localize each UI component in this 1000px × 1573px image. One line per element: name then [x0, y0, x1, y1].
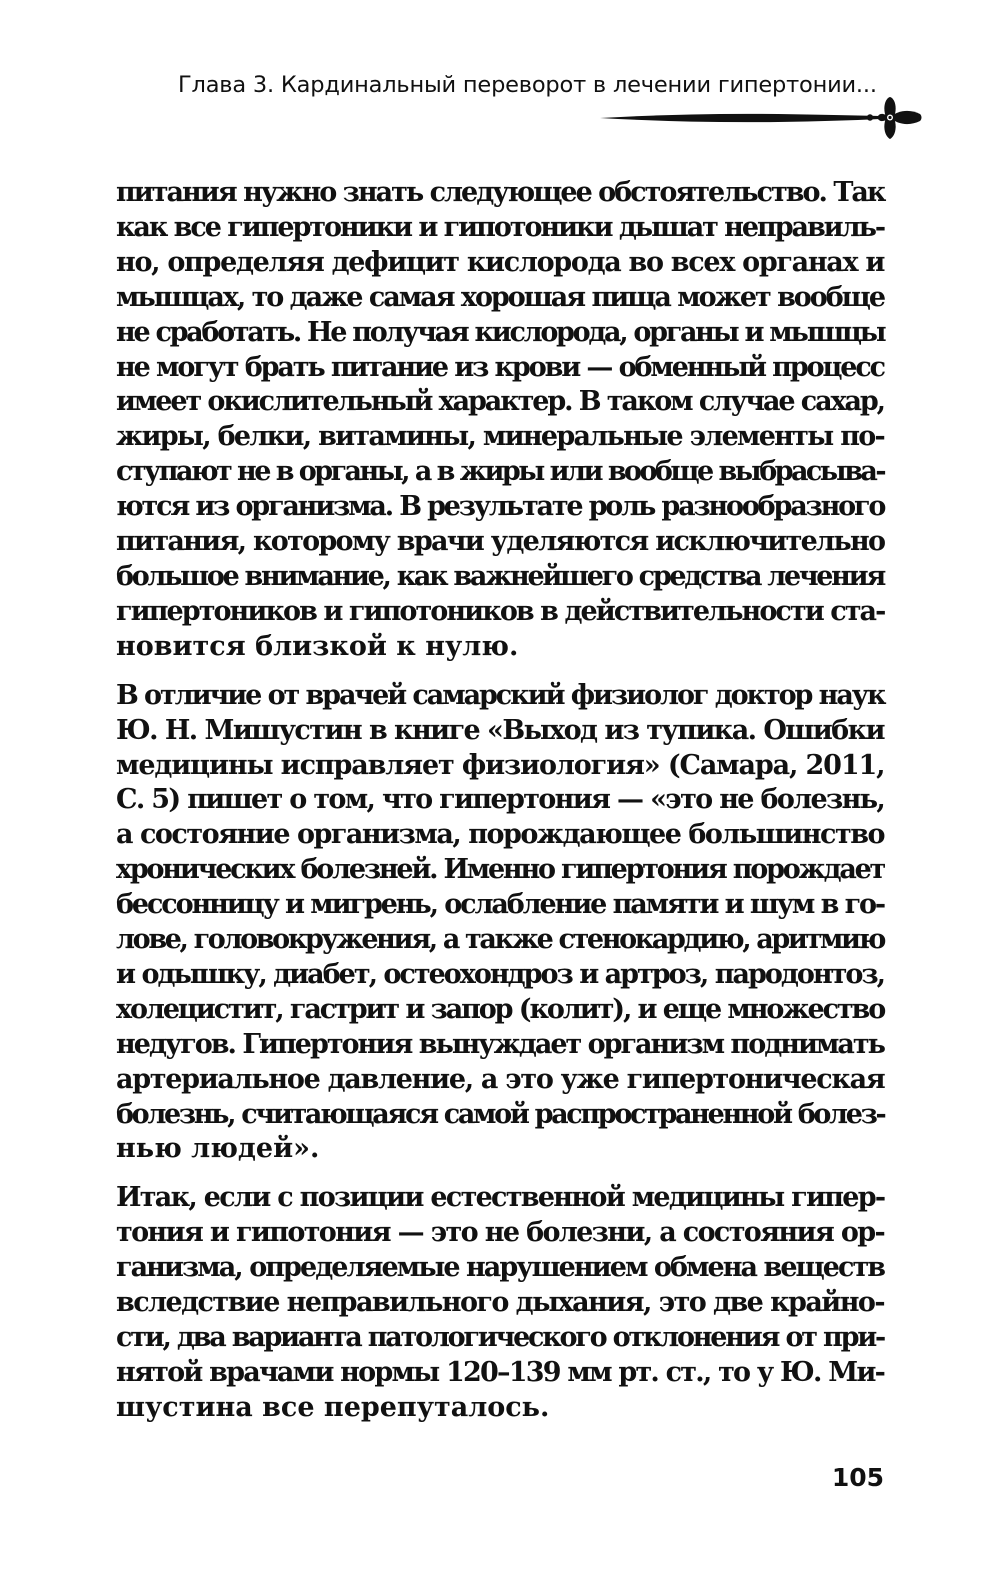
running-head-title: Глава 3. Кардинальный переворот в лечении гипертонии... — [178, 72, 877, 98]
text-line: большое внимание, как важнейшего средства лечения — [116, 560, 884, 592]
text-line: лове, головокружения, а также стенокардию, аритмию — [116, 924, 885, 956]
text-line: ступают не в органы, а в жиры или вообще выбрасыва- — [116, 456, 884, 488]
text-line: ганизма, определяемые нарушением обмена веществ — [116, 1252, 885, 1284]
text-line: не сработать. Не получая кислорода, органы и мышцы — [116, 316, 885, 348]
text-line: и одышку, диабет, остеохондроз и артроз, пародонтоз, — [116, 958, 884, 990]
text-line: В отличие от врачей самарский физиолог доктор наук — [116, 679, 885, 711]
text-line: жиры, белки, витамины, минеральные элементы по- — [116, 421, 884, 453]
text-line: не могут брать питание из крови — обменный процесс — [116, 351, 884, 383]
text-line: новится близкой к нулю. — [116, 630, 519, 662]
text-line: Итак, если с позиции естественной медицины гипер- — [116, 1182, 885, 1214]
paragraph-2 — [116, 679, 884, 1168]
text-line: болезнь, считающаяся самой распространенной болез- — [116, 1098, 885, 1130]
text-line: хронических болезней. Именно гипертония порождает — [116, 854, 885, 886]
fleuron-ornament-icon — [598, 94, 928, 142]
text-line: гипертоников и гипотоников в действительности ста- — [116, 595, 885, 627]
text-line: Ю. Н. Мишустин в книге «Выход из тупика. Ошибки — [116, 714, 884, 746]
text-line: питания нужно знать следующее обстоятельство. Так — [116, 177, 885, 208]
text-line: недугов. Гипертония вынуждает организм поднимать — [116, 1028, 884, 1060]
text-line: нятой врачами нормы 120–139 мм рт. ст., то у Ю. Ми- — [116, 1356, 884, 1388]
text-line: как все гипертоники и гипотоники дышат неправиль- — [116, 211, 884, 243]
text-line: бессонницу и мигрень, ослабление памяти и шум в го- — [116, 889, 884, 921]
paragraph-1 — [116, 176, 884, 665]
text-line: ются из организма. В результате роль разнообразного — [116, 491, 885, 523]
text-line: имеет окислительный характер. В таком случае сахар, — [116, 386, 884, 418]
text-line: вследствие неправильного дыхания, это две крайно- — [116, 1287, 884, 1319]
paragraph-3 — [116, 1181, 884, 1425]
text-line: С. 5) пишет о том, что гипертония — «это не болезнь, — [116, 784, 885, 816]
text-line: сти, два варианта патологического отклонения от при- — [116, 1322, 884, 1353]
text-line: а состояние организма, порождающее большинство — [116, 819, 884, 851]
text-line: нью людей». — [116, 1133, 320, 1165]
text-line: но, определяя дефицит кислорода во всех органах и — [116, 246, 885, 278]
page-number: 105 — [831, 1463, 884, 1492]
text-line: мышцах, то даже самая хорошая пища может вообще — [116, 281, 884, 313]
text-line: артериальное давление, а это уже гипертоническая — [116, 1063, 885, 1095]
text-line: холецистит, гастрит и запор (колит), и еще множество — [116, 993, 885, 1025]
text-line: тония и гипотония — это не болезни, а состояния ор- — [116, 1217, 884, 1249]
text-line: медицины исправляет физиология» (Самара, 2011, — [116, 749, 885, 781]
page-body — [116, 176, 884, 1426]
text-line: шустина все перепуталось. — [116, 1391, 550, 1423]
text-line: питания, которому врачи уделяются исключительно — [116, 526, 885, 558]
